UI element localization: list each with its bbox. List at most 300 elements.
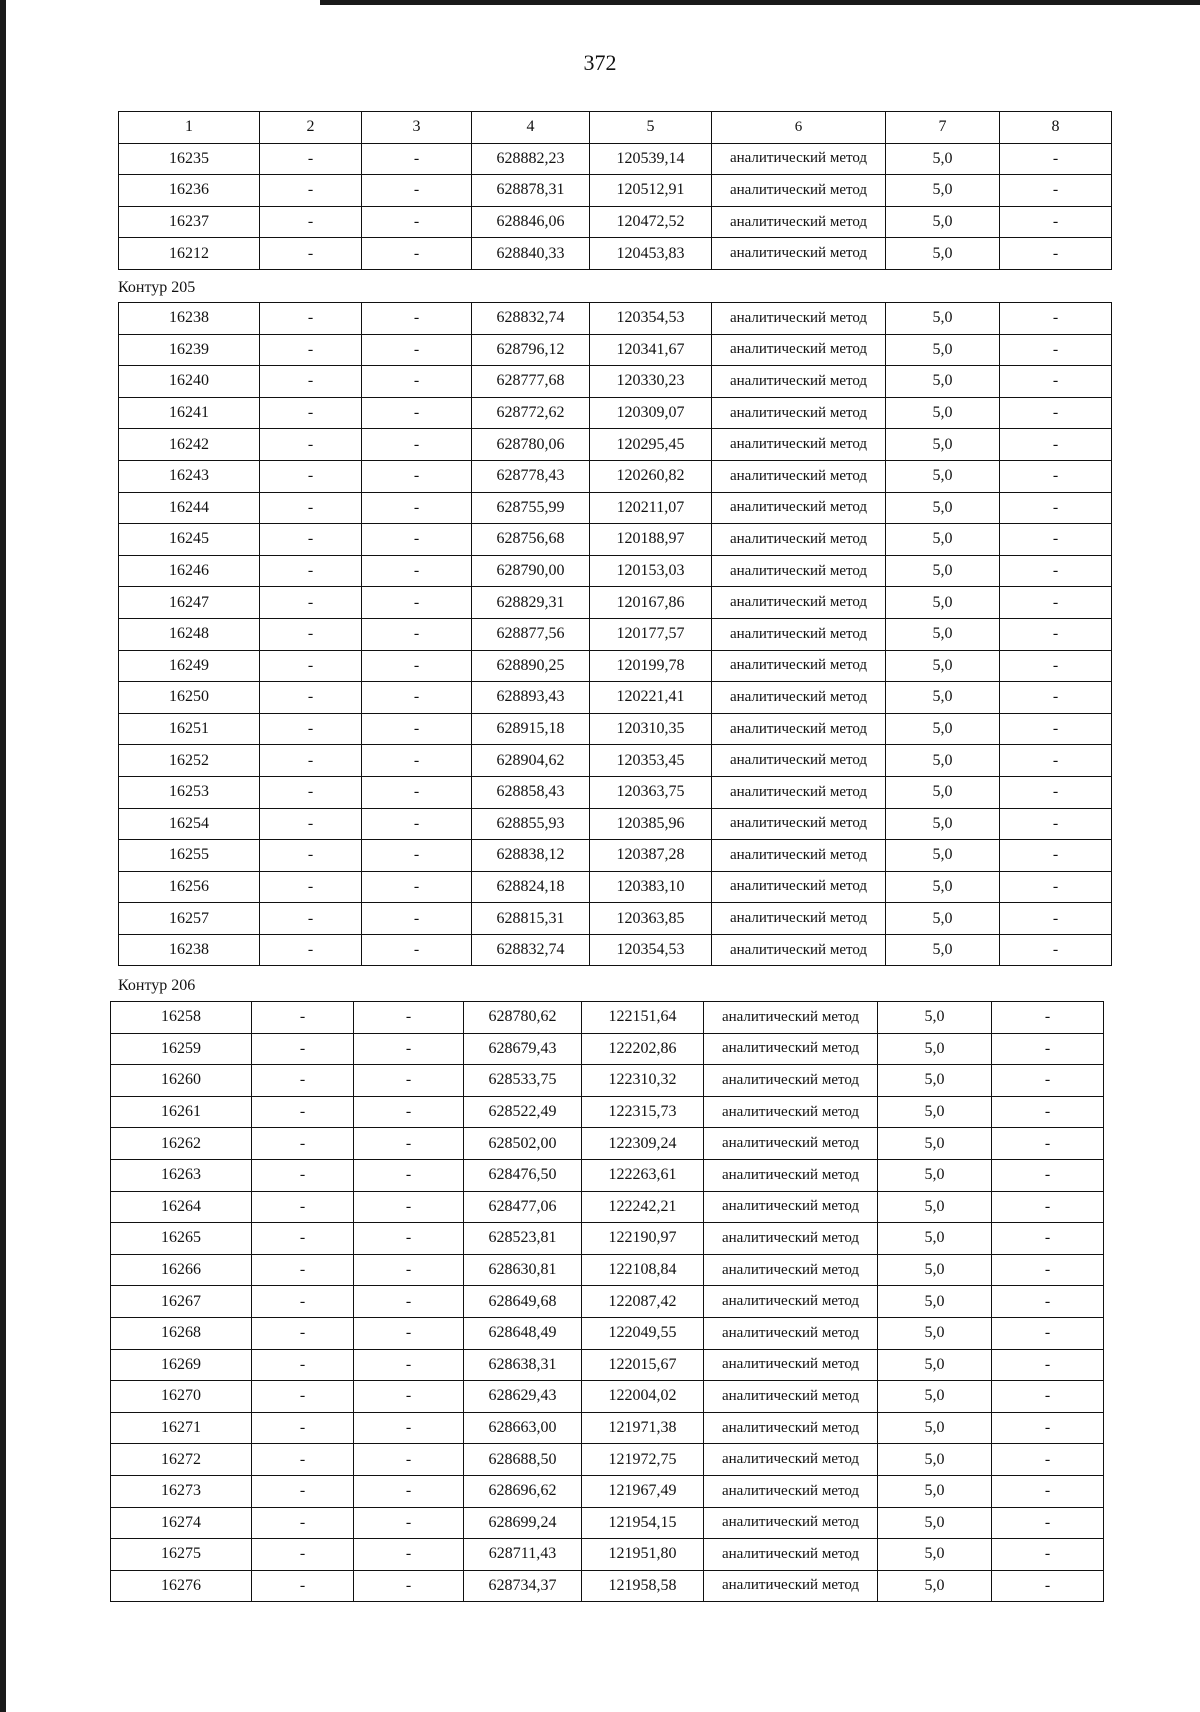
cell-coord-x: 628815,31: [472, 903, 590, 935]
cell-col-8: -: [1000, 175, 1112, 207]
cell-method: аналитический метод: [712, 871, 886, 903]
cell-point-number: 16248: [119, 618, 260, 650]
cell-accuracy: 5,0: [886, 206, 1000, 238]
cell-coord-x: 628855,93: [472, 808, 590, 840]
cell-col-2: -: [260, 175, 362, 207]
coordinates-table-contour-205: [118, 302, 1112, 966]
cell-col-2: -: [252, 1033, 354, 1065]
cell-point-number: 16253: [119, 776, 260, 808]
cell-col-2: -: [260, 871, 362, 903]
cell-method: аналитический метод: [712, 524, 886, 556]
table-row: [111, 1223, 1104, 1255]
table-row: [111, 1475, 1104, 1507]
cell-accuracy: 5,0: [886, 429, 1000, 461]
cell-col-8: -: [1000, 206, 1112, 238]
cell-coord-x: 628832,74: [472, 303, 590, 335]
cell-col-8: -: [1000, 366, 1112, 398]
cell-col-8: -: [1000, 587, 1112, 619]
cell-method: аналитический метод: [712, 840, 886, 872]
cell-point-number: 16251: [119, 713, 260, 745]
cell-col-3: -: [354, 1570, 464, 1602]
cell-coord-y: 120153,03: [590, 555, 712, 587]
table-row: [111, 1159, 1104, 1191]
cell-col-2: -: [252, 1159, 354, 1191]
cell-col-2: -: [252, 1223, 354, 1255]
cell-col-2: -: [260, 934, 362, 966]
cell-point-number: 16275: [111, 1539, 252, 1571]
cell-col-8: -: [992, 1286, 1104, 1318]
cell-accuracy: 5,0: [886, 555, 1000, 587]
cell-coord-x: 628878,31: [472, 175, 590, 207]
table-row: [111, 1033, 1104, 1065]
cell-col-8: -: [1000, 682, 1112, 714]
cell-coord-x: 628838,12: [472, 840, 590, 872]
cell-point-number: 16238: [119, 934, 260, 966]
cell-col-3: -: [354, 1065, 464, 1097]
table-row: [119, 460, 1112, 492]
cell-coord-y: 120341,67: [590, 334, 712, 366]
cell-point-number: 16276: [111, 1570, 252, 1602]
cell-coord-x: 628778,43: [472, 460, 590, 492]
cell-col-3: -: [354, 1002, 464, 1034]
table-row: [119, 238, 1112, 270]
table-row: [119, 840, 1112, 872]
cell-coord-x: 4: [472, 112, 590, 144]
cell-col-3: -: [362, 903, 472, 935]
cell-point-number: 16262: [111, 1128, 252, 1160]
cell-point-number: 16244: [119, 492, 260, 524]
table-row: [111, 1191, 1104, 1223]
cell-accuracy: 5,0: [886, 334, 1000, 366]
cell-col-8: -: [1000, 934, 1112, 966]
cell-method: аналитический метод: [704, 1475, 878, 1507]
cell-accuracy: 5,0: [886, 903, 1000, 935]
table-row: [119, 871, 1112, 903]
cell-coord-y: 120221,41: [590, 682, 712, 714]
table-row: [119, 492, 1112, 524]
cell-col-2: -: [260, 808, 362, 840]
cell-col-3: -: [362, 618, 472, 650]
cell-accuracy: 5,0: [886, 682, 1000, 714]
cell-method: аналитический метод: [712, 776, 886, 808]
cell-col-8: -: [992, 1159, 1104, 1191]
cell-coord-y: 120260,82: [590, 460, 712, 492]
table-row: [119, 934, 1112, 966]
cell-coord-x: 628756,68: [472, 524, 590, 556]
cell-coord-y: 120539,14: [590, 143, 712, 175]
table-row: [119, 555, 1112, 587]
cell-coord-x: 628522,49: [464, 1096, 582, 1128]
cell-col-3: -: [362, 587, 472, 619]
cell-method: аналитический метод: [704, 1349, 878, 1381]
cell-coord-y: 5: [590, 112, 712, 144]
cell-col-8: -: [1000, 143, 1112, 175]
cell-coord-x: 628832,74: [472, 934, 590, 966]
cell-method: аналитический метод: [704, 1159, 878, 1191]
cell-col-3: -: [362, 650, 472, 682]
table-row: [119, 713, 1112, 745]
cell-col-8: -: [1000, 871, 1112, 903]
cell-col-3: -: [362, 334, 472, 366]
cell-coord-x: 628790,00: [472, 555, 590, 587]
cell-accuracy: 5,0: [878, 1349, 992, 1381]
cell-method: аналитический метод: [712, 808, 886, 840]
cell-col-3: -: [362, 745, 472, 777]
cell-accuracy: 5,0: [878, 1065, 992, 1097]
cell-col-8: -: [1000, 650, 1112, 682]
cell-point-number: 16246: [119, 555, 260, 587]
cell-accuracy: 5,0: [878, 1317, 992, 1349]
cell-method: аналитический метод: [712, 366, 886, 398]
cell-point-number: 16273: [111, 1475, 252, 1507]
table-row: [119, 650, 1112, 682]
cell-col-3: -: [362, 555, 472, 587]
cell-point-number: 16259: [111, 1033, 252, 1065]
cell-accuracy: 5,0: [886, 713, 1000, 745]
cell-accuracy: 5,0: [886, 840, 1000, 872]
cell-coord-x: 628824,18: [472, 871, 590, 903]
cell-accuracy: 5,0: [878, 1539, 992, 1571]
cell-point-number: 16245: [119, 524, 260, 556]
cell-col-3: -: [362, 206, 472, 238]
cell-coord-x: 628734,37: [464, 1570, 582, 1602]
cell-col-8: -: [1000, 840, 1112, 872]
cell-accuracy: 5,0: [886, 460, 1000, 492]
cell-coord-y: 122202,86: [582, 1033, 704, 1065]
cell-coord-y: 122309,24: [582, 1128, 704, 1160]
cell-coord-y: 122242,21: [582, 1191, 704, 1223]
cell-coord-y: 120310,35: [590, 713, 712, 745]
table-row: [119, 397, 1112, 429]
cell-coord-x: 628711,43: [464, 1539, 582, 1571]
cell-coord-x: 628915,18: [472, 713, 590, 745]
cell-accuracy: 5,0: [886, 587, 1000, 619]
cell-accuracy: 5,0: [878, 1507, 992, 1539]
cell-col-3: -: [354, 1381, 464, 1413]
cell-col-2: -: [252, 1444, 354, 1476]
cell-coord-x: 628882,23: [472, 143, 590, 175]
cell-coord-x: 628777,68: [472, 366, 590, 398]
cell-method: аналитический метод: [712, 206, 886, 238]
cell-col-2: -: [260, 429, 362, 461]
cell-method: аналитический метод: [712, 745, 886, 777]
cell-coord-y: 120363,85: [590, 903, 712, 935]
cell-coord-x: 628699,24: [464, 1507, 582, 1539]
cell-accuracy: 5,0: [886, 745, 1000, 777]
contour-205-title: Контур 205: [118, 279, 196, 296]
cell-coord-x: 628796,12: [472, 334, 590, 366]
cell-col-2: -: [252, 1349, 354, 1381]
cell-col-2: -: [260, 776, 362, 808]
table-row: [111, 1128, 1104, 1160]
cell-point-number: 16271: [111, 1412, 252, 1444]
cell-col-8: -: [992, 1191, 1104, 1223]
cell-col-2: -: [260, 334, 362, 366]
cell-point-number: 16264: [111, 1191, 252, 1223]
cell-coord-y: 120512,91: [590, 175, 712, 207]
table-row: [111, 1002, 1104, 1034]
table-row: [119, 206, 1112, 238]
cell-col-2: 2: [260, 112, 362, 144]
table-row: [119, 682, 1112, 714]
table-row: [111, 1254, 1104, 1286]
cell-point-number: 16268: [111, 1317, 252, 1349]
cell-accuracy: 5,0: [886, 776, 1000, 808]
cell-method: аналитический метод: [712, 303, 886, 335]
cell-coord-x: 628679,43: [464, 1033, 582, 1065]
cell-method: аналитический метод: [704, 1065, 878, 1097]
cell-accuracy: 5,0: [878, 1033, 992, 1065]
cell-coord-x: 628755,99: [472, 492, 590, 524]
cell-col-8: -: [1000, 808, 1112, 840]
cell-coord-y: 121951,80: [582, 1539, 704, 1571]
cell-method: аналитический метод: [712, 903, 886, 935]
cell-col-3: -: [362, 143, 472, 175]
cell-col-3: -: [354, 1412, 464, 1444]
table-row: [111, 1096, 1104, 1128]
cell-point-number: 16274: [111, 1507, 252, 1539]
cell-method: аналитический метод: [712, 618, 886, 650]
cell-accuracy: 5,0: [886, 143, 1000, 175]
cell-coord-x: 628780,62: [464, 1002, 582, 1034]
cell-accuracy: 5,0: [886, 934, 1000, 966]
cell-point-number: 16235: [119, 143, 260, 175]
cell-point-number: 16242: [119, 429, 260, 461]
cell-point-number: 16270: [111, 1381, 252, 1413]
cell-point-number: 16254: [119, 808, 260, 840]
cell-col-8: -: [992, 1065, 1104, 1097]
cell-point-number: 16257: [119, 903, 260, 935]
cell-col-2: -: [260, 303, 362, 335]
cell-accuracy: 5,0: [878, 1475, 992, 1507]
cell-coord-x: 628696,62: [464, 1475, 582, 1507]
cell-col-8: -: [992, 1033, 1104, 1065]
cell-coord-y: 120472,52: [590, 206, 712, 238]
cell-method: аналитический метод: [712, 555, 886, 587]
cell-col-3: -: [362, 776, 472, 808]
cell-accuracy: 5,0: [878, 1096, 992, 1128]
cell-col-8: -: [1000, 555, 1112, 587]
cell-col-3: -: [362, 808, 472, 840]
cell-col-8: -: [992, 1349, 1104, 1381]
cell-col-8: -: [1000, 238, 1112, 270]
cell-point-number: 16247: [119, 587, 260, 619]
cell-point-number: 16266: [111, 1254, 252, 1286]
cell-col-8: -: [992, 1002, 1104, 1034]
cell-col-8: -: [1000, 618, 1112, 650]
cell-col-8: -: [992, 1412, 1104, 1444]
cell-col-2: -: [252, 1128, 354, 1160]
cell-coord-x: 628533,75: [464, 1065, 582, 1097]
cell-col-3: -: [362, 492, 472, 524]
cell-point-number: 16237: [119, 206, 260, 238]
cell-col-8: 8: [1000, 112, 1112, 144]
table-row: [119, 618, 1112, 650]
cell-accuracy: 5,0: [886, 650, 1000, 682]
cell-coord-x: 628858,43: [472, 776, 590, 808]
table-row: [119, 334, 1112, 366]
cell-coord-x: 628477,06: [464, 1191, 582, 1223]
cell-col-3: -: [354, 1444, 464, 1476]
cell-method: аналитический метод: [712, 334, 886, 366]
cell-method: аналитический метод: [704, 1317, 878, 1349]
cell-col-3: -: [354, 1507, 464, 1539]
cell-coord-y: 122108,84: [582, 1254, 704, 1286]
cell-method: аналитический метод: [712, 682, 886, 714]
table-row: [111, 1539, 1104, 1571]
cell-point-number: 16258: [111, 1002, 252, 1034]
table-row: [111, 1412, 1104, 1444]
table-row: [119, 175, 1112, 207]
cell-method: аналитический метод: [712, 143, 886, 175]
table-row: [119, 808, 1112, 840]
cell-method: аналитический метод: [704, 1381, 878, 1413]
cell-col-3: -: [362, 682, 472, 714]
cell-col-8: -: [992, 1570, 1104, 1602]
cell-col-8: -: [1000, 713, 1112, 745]
cell-col-3: -: [354, 1475, 464, 1507]
cell-coord-x: 628890,25: [472, 650, 590, 682]
scan-left-edge: [0, 0, 6, 1712]
cell-col-8: -: [1000, 745, 1112, 777]
cell-col-8: -: [1000, 460, 1112, 492]
cell-coord-y: 120354,53: [590, 934, 712, 966]
cell-point-number: 16260: [111, 1065, 252, 1097]
page-number: 372: [583, 50, 617, 75]
cell-accuracy: 5,0: [886, 808, 1000, 840]
cell-point-number: 16240: [119, 366, 260, 398]
header-row: [119, 112, 1112, 144]
cell-method: аналитический метод: [704, 1128, 878, 1160]
cell-col-2: -: [252, 1507, 354, 1539]
cell-accuracy: 7: [886, 112, 1000, 144]
cell-coord-x: 628772,62: [472, 397, 590, 429]
cell-coord-y: 120177,57: [590, 618, 712, 650]
cell-coord-y: 120295,45: [590, 429, 712, 461]
cell-coord-x: 628648,49: [464, 1317, 582, 1349]
cell-accuracy: 5,0: [886, 366, 1000, 398]
cell-point-number: 16255: [119, 840, 260, 872]
table-row: [119, 303, 1112, 335]
cell-col-8: -: [1000, 903, 1112, 935]
cell-col-8: -: [1000, 776, 1112, 808]
cell-method: аналитический метод: [712, 650, 886, 682]
cell-col-8: -: [1000, 429, 1112, 461]
table-row: [111, 1444, 1104, 1476]
cell-coord-x: 628649,68: [464, 1286, 582, 1318]
cell-col-3: -: [354, 1254, 464, 1286]
cell-col-8: -: [992, 1223, 1104, 1255]
cell-method: аналитический метод: [712, 238, 886, 270]
cell-col-3: -: [362, 524, 472, 556]
cell-col-2: -: [260, 650, 362, 682]
cell-accuracy: 5,0: [886, 175, 1000, 207]
cell-coord-y: 121958,58: [582, 1570, 704, 1602]
cell-coord-y: 120167,86: [590, 587, 712, 619]
cell-method: аналитический метод: [712, 175, 886, 207]
cell-coord-y: 120363,75: [590, 776, 712, 808]
cell-accuracy: 5,0: [878, 1254, 992, 1286]
cell-point-number: 16272: [111, 1444, 252, 1476]
cell-col-2: -: [260, 903, 362, 935]
cell-accuracy: 5,0: [878, 1191, 992, 1223]
coordinates-table-first: [118, 111, 1112, 270]
cell-coord-x: 628829,31: [472, 587, 590, 619]
table-row: [119, 143, 1112, 175]
cell-point-number: 1: [119, 112, 260, 144]
table-row: [119, 429, 1112, 461]
cell-col-3: -: [354, 1096, 464, 1128]
table-row: [111, 1317, 1104, 1349]
cell-point-number: 16249: [119, 650, 260, 682]
cell-coord-y: 122310,32: [582, 1065, 704, 1097]
cell-col-2: -: [260, 492, 362, 524]
cell-col-2: -: [252, 1286, 354, 1318]
cell-method: аналитический метод: [704, 1444, 878, 1476]
cell-coord-x: 628663,00: [464, 1412, 582, 1444]
cell-method: аналитический метод: [704, 1507, 878, 1539]
cell-col-8: -: [992, 1475, 1104, 1507]
cell-method: аналитический метод: [712, 429, 886, 461]
cell-coord-y: 122151,64: [582, 1002, 704, 1034]
cell-coord-y: 120383,10: [590, 871, 712, 903]
cell-col-2: -: [252, 1002, 354, 1034]
cell-col-2: -: [252, 1191, 354, 1223]
cell-col-3: -: [362, 934, 472, 966]
cell-col-3: 3: [362, 112, 472, 144]
cell-accuracy: 5,0: [886, 303, 1000, 335]
cell-col-2: -: [252, 1381, 354, 1413]
cell-col-2: -: [252, 1570, 354, 1602]
cell-coord-x: 628877,56: [472, 618, 590, 650]
cell-point-number: 16250: [119, 682, 260, 714]
cell-col-3: -: [362, 429, 472, 461]
cell-coord-x: 628904,62: [472, 745, 590, 777]
cell-coord-x: 628630,81: [464, 1254, 582, 1286]
cell-accuracy: 5,0: [886, 618, 1000, 650]
cell-accuracy: 5,0: [886, 524, 1000, 556]
cell-coord-y: 121967,49: [582, 1475, 704, 1507]
cell-method: 6: [712, 112, 886, 144]
cell-accuracy: 5,0: [878, 1128, 992, 1160]
cell-col-8: -: [992, 1128, 1104, 1160]
cell-coord-y: 122190,97: [582, 1223, 704, 1255]
cell-coord-y: 122015,67: [582, 1349, 704, 1381]
cell-col-2: -: [252, 1065, 354, 1097]
contour-206-title: Контур 206: [118, 977, 196, 994]
cell-coord-x: 628846,06: [472, 206, 590, 238]
table-row: [119, 776, 1112, 808]
cell-method: аналитический метод: [704, 1002, 878, 1034]
cell-col-3: -: [354, 1159, 464, 1191]
cell-col-8: -: [992, 1254, 1104, 1286]
cell-coord-x: 628502,00: [464, 1128, 582, 1160]
cell-coord-y: 120199,78: [590, 650, 712, 682]
cell-col-2: -: [260, 366, 362, 398]
table-row: [111, 1065, 1104, 1097]
cell-col-3: -: [362, 175, 472, 207]
cell-method: аналитический метод: [704, 1254, 878, 1286]
cell-col-8: -: [992, 1444, 1104, 1476]
cell-method: аналитический метод: [712, 492, 886, 524]
cell-col-3: -: [362, 366, 472, 398]
cell-col-8: -: [1000, 334, 1112, 366]
cell-col-2: -: [260, 745, 362, 777]
cell-col-8: -: [992, 1539, 1104, 1571]
cell-col-3: -: [362, 460, 472, 492]
cell-col-8: -: [992, 1317, 1104, 1349]
cell-col-2: -: [252, 1317, 354, 1349]
